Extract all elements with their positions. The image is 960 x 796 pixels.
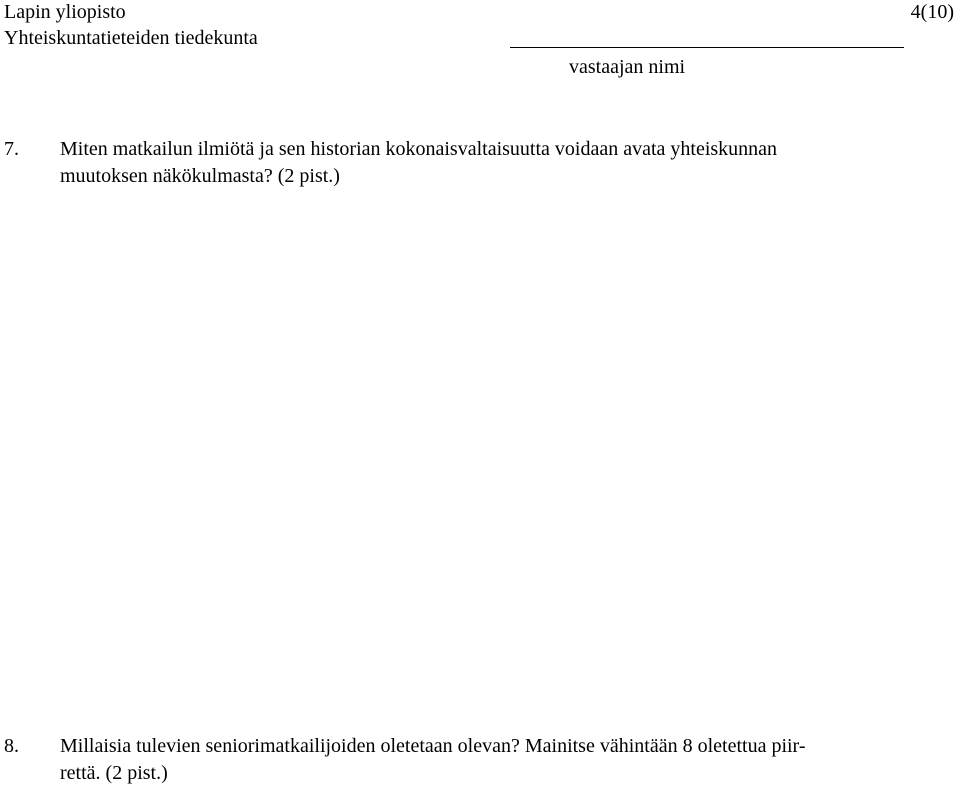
respondent-name-line[interactable]	[510, 47, 904, 48]
university-name: Lapin yliopisto	[4, 1, 126, 23]
question-number: 8.	[4, 735, 19, 757]
faculty-name: Yhteiskuntatieteiden tiedekunta	[4, 27, 258, 49]
page-number: 4(10)	[910, 1, 954, 23]
question-text-line: muutoksen näkökulmasta? (2 pist.)	[60, 165, 340, 187]
question-number: 7.	[4, 138, 19, 160]
question-text-line: Miten matkailun ilmiötä ja sen historian kokonaisvaltaisuutta voidaan avata yhteiskunnan	[60, 138, 778, 160]
respondent-name-label: vastaajan nimi	[569, 56, 686, 78]
question-text-line: rettä. (2 pist.)	[60, 762, 168, 784]
question-text-line: Millaisia tulevien seniorimatkailijoiden oletetaan olevan? Mainitse vähintään 8 oletettua piir-	[60, 735, 806, 757]
answer-area-7[interactable]	[60, 200, 940, 720]
